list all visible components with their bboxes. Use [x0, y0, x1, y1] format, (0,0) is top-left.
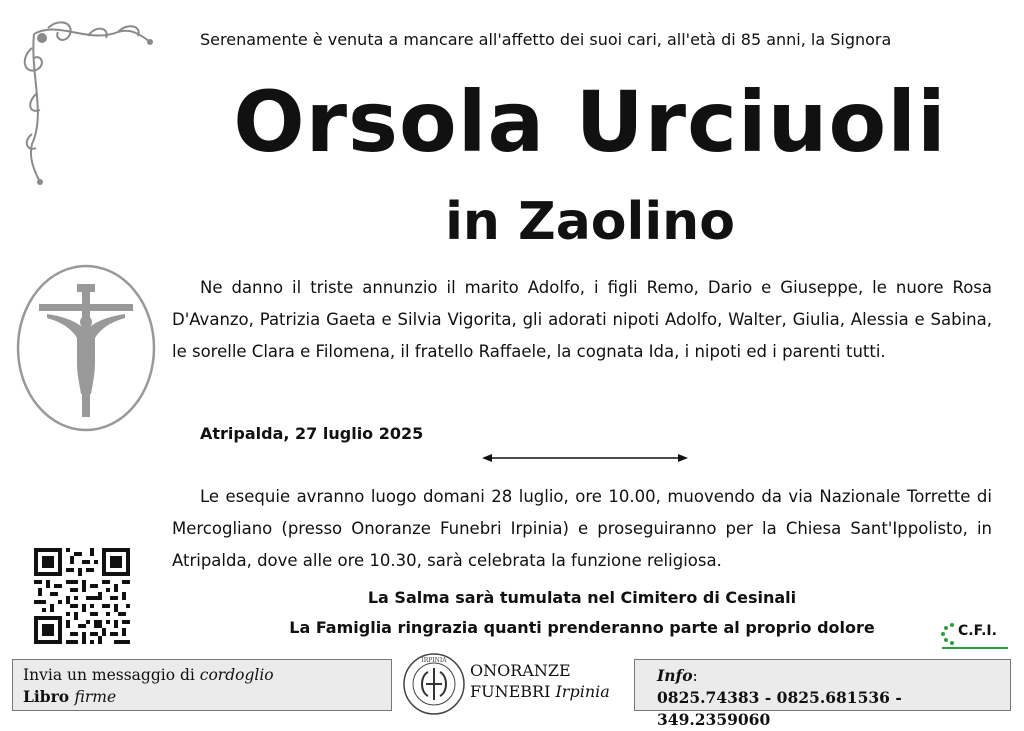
- condolence-em: cordoglio: [199, 666, 274, 684]
- double-arrow-icon: [480, 448, 690, 468]
- phone-numbers-text: 0825.74383 - 0825.681536 - 349.2359060: [657, 688, 902, 729]
- info-label: [657, 665, 1000, 687]
- info-label-text: Info: [657, 666, 693, 685]
- married-name: in Zaolino: [445, 192, 735, 252]
- deceased-name: Orsola Urciuoli: [233, 73, 947, 171]
- guestbook-em: firme: [74, 688, 117, 706]
- funeral-home-line2-prefix: FUNEBRI: [470, 682, 556, 701]
- condolence-link[interactable]: [23, 665, 381, 686]
- guestbook-prefix: Libro: [23, 687, 75, 706]
- corner-ornament-icon: [18, 14, 158, 186]
- info-box: [634, 659, 1011, 729]
- guestbook-link[interactable]: [23, 686, 381, 708]
- funeral-home-line2-em: Irpinia: [555, 682, 610, 701]
- burial-text: La Salma sarà tumulata nel Cimitero di Cesinali: [367, 588, 797, 607]
- funeral-home-line1: ONORANZE: [470, 661, 571, 680]
- funeral-home-emblem-icon: [402, 652, 466, 716]
- intro-text: Serenamente è venuta a mancare all'affetto dei suoi cari, all'età di 85 anni, la Signora: [200, 30, 892, 49]
- announcement-text: Ne danno il triste annunzio il marito Adolfo, i figli Remo, Dario e Giuseppe, le nuore Rosa D'Avanzo, Patrizia Gaeta e Silvia Vigorita, gli adorati nipoti Adolfo, Walter, Giulia, Alessia e Sabina, le sorelle Clara e Filomena, il fratello Raffaele, la cognata Ida, i nipoti ed i parenti tutti.: [172, 278, 992, 361]
- emblem-ring-text: IRPINIA: [421, 657, 447, 664]
- cfi-logo-text: C.F.I.: [958, 623, 997, 639]
- place-date: Atripalda, 27 luglio 2025: [200, 424, 424, 443]
- info-colon: :: [692, 667, 698, 685]
- funeral-home-name: [470, 660, 610, 702]
- condolence-box[interactable]: [12, 659, 392, 711]
- phone-numbers[interactable]: [657, 687, 1000, 731]
- cfi-logo: [940, 620, 1010, 656]
- funeral-text: Le esequie avranno luogo domani 28 luglio, ore 10.00, muovendo da via Nazionale Torrette di Mercogliano (presso Onoranze Funebri Irpinia) e proseguiranno per la Chiesa Sant'Ippolisto, in Atripalda, dove alle ore 10.30, sarà celebrata la funzione religiosa.: [172, 487, 992, 570]
- condolence-prefix: Invia un messaggio di: [23, 666, 200, 684]
- crucifix-icon: [15, 262, 157, 434]
- funeral-home-line2: [470, 681, 610, 702]
- qr-code-icon[interactable]: [34, 548, 130, 644]
- thanks-text: La Famiglia ringrazia quanti prenderanno parte al proprio dolore: [289, 618, 875, 637]
